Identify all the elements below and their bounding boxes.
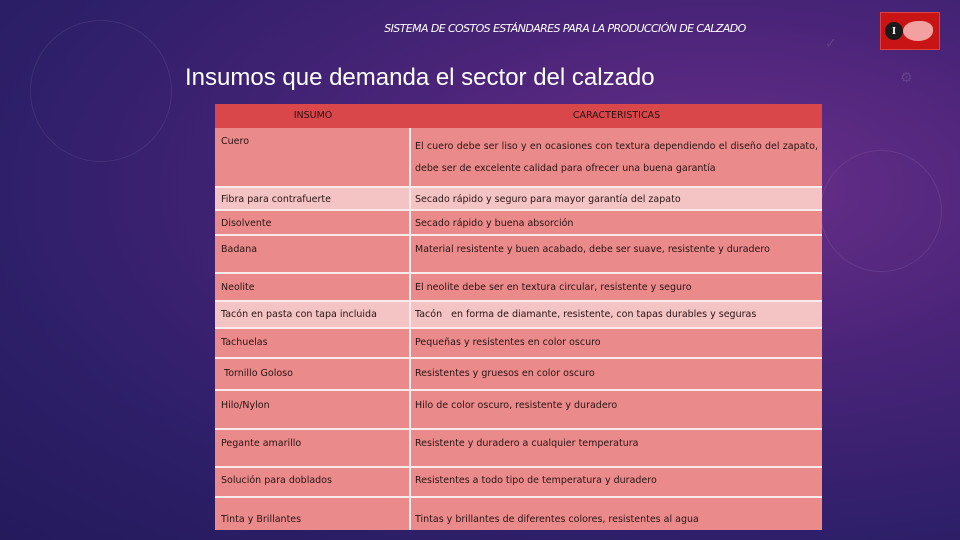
table-cell-caracteristica: Material resistente y buen acabado, debe ser suave, resistente y duradero <box>415 244 770 255</box>
background-decoration <box>30 20 172 162</box>
table-cell-caracteristica: Tintas y brillantes de diferentes colores, resistentes al agua <box>415 514 699 525</box>
table-cell-insumo: Neolite <box>221 282 255 293</box>
column-divider <box>409 359 411 391</box>
table-row <box>215 211 822 236</box>
table-cell-caracteristica: Resistente y duradero a cualquier temperatura <box>415 438 639 449</box>
table-cell-insumo: Fibra para contrafuerte <box>221 194 331 205</box>
table-cell-insumo: Disolvente <box>221 218 272 229</box>
column-divider <box>409 211 411 236</box>
slide-title: Insumos que demanda el sector del calzado <box>185 64 655 91</box>
table-row <box>215 391 822 430</box>
table-cell-caracteristica: Tacón en forma de diamante, resistente, con tapas durables y seguras <box>415 309 757 320</box>
table-cell-caracteristica: El cuero debe ser liso y en ocasiones con textura dependiendo el diseño del zapato, debe ser de excelente calidad para ofrecer una buena garantía <box>415 141 818 174</box>
column-divider <box>409 236 411 274</box>
table-cell-insumo: Hilo/Nylon <box>221 400 270 411</box>
table-cell-insumo: Tornillo Goloso <box>221 368 293 379</box>
table-cell-caracteristica: Hilo de color oscuro, resistente y duradero <box>415 400 618 411</box>
table-cell-caracteristica: Resistentes a todo tipo de temperatura y duradero <box>415 475 657 486</box>
column-divider <box>409 391 411 430</box>
background-decoration <box>820 150 942 272</box>
table-row <box>215 329 822 359</box>
table-cell-insumo: Solución para doblados <box>221 475 332 486</box>
supplies-table <box>215 104 822 530</box>
table-row <box>215 302 822 329</box>
table-row <box>215 128 822 188</box>
table-row <box>215 188 822 211</box>
column-divider <box>409 128 411 188</box>
table-cell-caracteristica: Pequeñas y resistentes en color oscuro <box>415 337 601 348</box>
logo-shape <box>903 21 933 41</box>
table-cell-insumo: Pegante amarillo <box>221 438 302 449</box>
table-cell-caracteristica: El neolite debe ser en textura circular, resistente y seguro <box>415 282 692 293</box>
column-divider <box>409 430 411 468</box>
table-cell-caracteristica: Resistentes y gruesos en color oscuro <box>415 368 595 379</box>
company-logo <box>880 12 940 50</box>
table-cell-insumo: Tinta y Brillantes <box>221 514 302 525</box>
table-header-caracteristicas: CARACTERISTICAS <box>572 110 661 121</box>
column-divider <box>409 468 411 498</box>
table-header-insumo: INSUMO <box>293 110 333 121</box>
presentation-header: SISTEMA DE COSTOS ESTÁNDARES PARA LA PRODUCCIÓN DE CALZADO <box>384 22 746 35</box>
table-cell-insumo: Cuero <box>221 136 250 147</box>
table-row <box>215 468 822 498</box>
column-divider <box>409 498 411 530</box>
logo-mark: I <box>885 22 903 40</box>
table-row <box>215 498 822 530</box>
table-cell-caracteristica: Secado rápido y buena absorción <box>415 218 574 229</box>
table-cell-insumo: Badana <box>221 244 258 255</box>
table-row <box>215 274 822 302</box>
background-decoration: ⚙ <box>900 70 913 86</box>
table-cell-insumo: Tachuelas <box>221 337 268 348</box>
table-cell-insumo: Tacón en pasta con tapa incluida <box>221 309 377 320</box>
column-divider <box>409 274 411 302</box>
table-cell-caracteristica: Secado rápido y seguro para mayor garantía del zapato <box>415 194 681 205</box>
column-divider <box>409 188 411 211</box>
column-divider <box>409 302 411 329</box>
table-row <box>215 359 822 391</box>
table-row <box>215 430 822 468</box>
background-decoration: ✓ <box>825 36 837 52</box>
column-divider <box>409 329 411 359</box>
table-header-row <box>215 104 822 128</box>
table-row <box>215 236 822 274</box>
